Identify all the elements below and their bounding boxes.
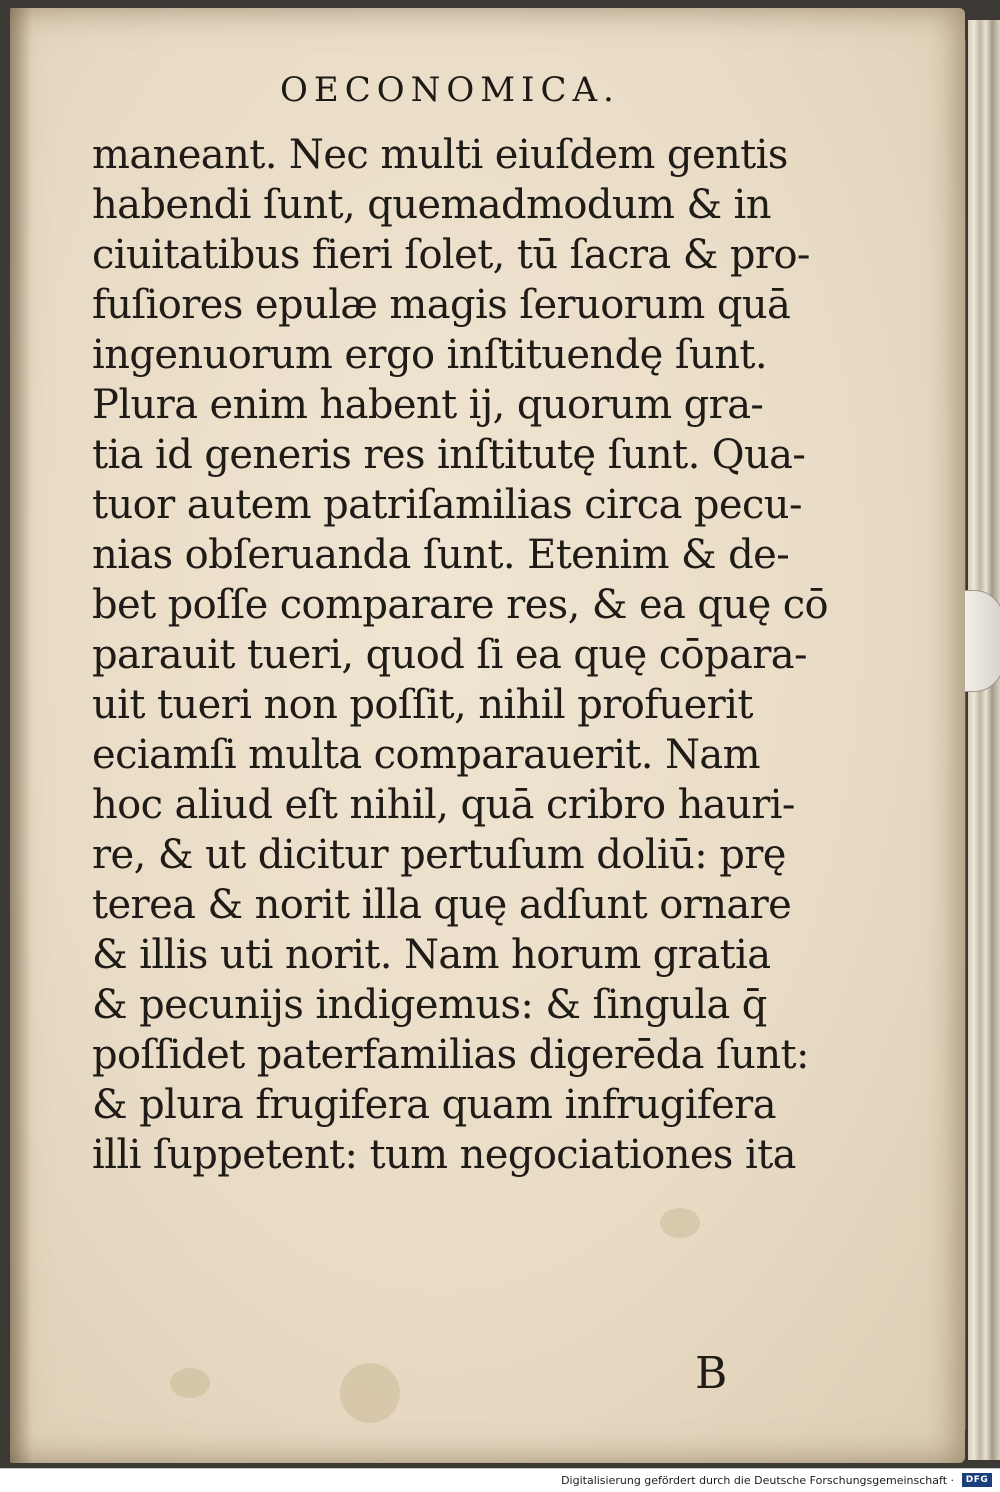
- paper-stain: [170, 1368, 210, 1398]
- text-line: re, & ut dicitur pertuſum doliū: prę: [92, 832, 786, 878]
- text-line: & illis uti norit. Nam horum gratia: [92, 932, 771, 978]
- text-line: illi ſuppetent: tum negociationes ita: [92, 1132, 796, 1178]
- text-line: Plura enim habent ij, quorum gra-: [92, 382, 764, 428]
- text-line: tuor autem patriſamilias circa pecu-: [92, 482, 802, 528]
- text-line: ciuitatibus fieri ſolet, tū ſacra & pro-: [92, 232, 810, 278]
- body-text: [92, 130, 832, 1180]
- running-header: OECONOMICA.: [280, 70, 620, 110]
- text-line: eciamſi multa comparauerit. Nam: [92, 732, 760, 778]
- footer-bar: [0, 1468, 1000, 1492]
- text-line: hoc aliud eſt nihil, quā cribro hauri-: [92, 782, 795, 828]
- text-line: ingenuorum ergo inſtituendę ſunt.: [92, 332, 767, 378]
- page-clip: [962, 590, 1000, 692]
- funding-credit: Digitalisierung gefördert durch die Deutsche Forschungsgemeinschaft ·: [561, 1474, 954, 1487]
- text-line: fuſiores epulæ magis ſeruorum quā: [92, 282, 791, 328]
- text-line: & plura frugifera quam infrugifera: [92, 1082, 776, 1128]
- text-line: parauit tueri, quod ſi ea quę cōpara-: [92, 632, 807, 678]
- text-line: tia id generis res inſtitutę ſunt. Qua-: [92, 432, 806, 478]
- paper-stain: [340, 1363, 400, 1423]
- text-line: maneant. Nec multi eiuſdem gentis: [92, 132, 788, 178]
- book-edge: [968, 20, 1000, 1460]
- text-line: terea & norit illa quę adſunt ornare: [92, 882, 792, 928]
- text-line: nias obſeruanda ſunt. Etenim & de-: [92, 532, 790, 578]
- page-fold-shadow: [10, 8, 32, 1463]
- text-line: & pecunijs indigemus: & ſingula q̄: [92, 982, 767, 1028]
- book-page: [10, 8, 965, 1463]
- paper-stain: [660, 1208, 700, 1238]
- text-line: habendi ſunt, quemadmodum & in: [92, 182, 771, 228]
- text-line: bet poſſe comparare res, & ea quę cō: [92, 582, 829, 628]
- text-line: uit tueri non poſſit, nihil profuerit: [92, 682, 753, 728]
- dfg-logo[interactable]: DFG: [962, 1473, 992, 1487]
- text-line: poſſidet paterfamilias digerēda ſunt:: [92, 1032, 809, 1078]
- signature-mark: B: [695, 1348, 728, 1399]
